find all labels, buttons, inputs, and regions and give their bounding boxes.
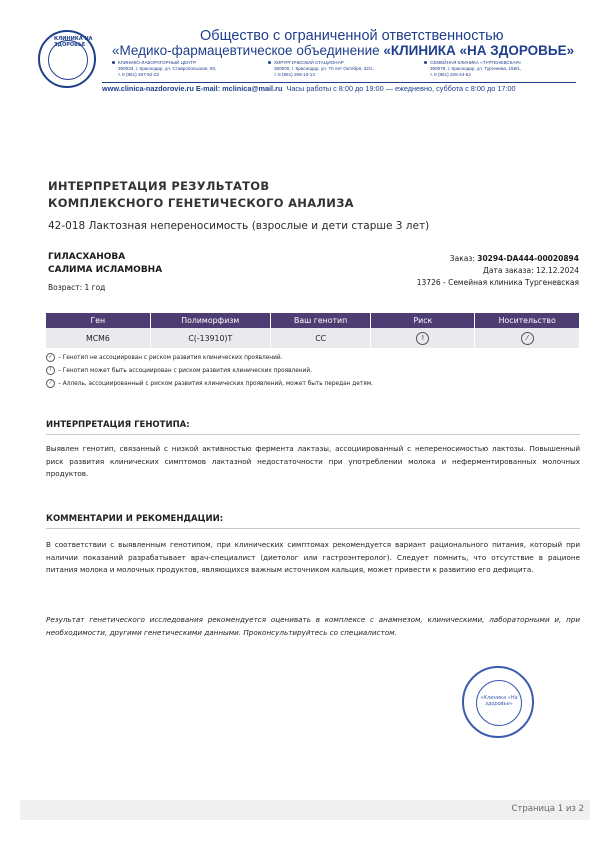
bullet-icon	[268, 61, 271, 64]
patient-name	[48, 251, 162, 277]
working-hours: Часы работы с 8:00 до 19:00 — ежедневно, суббота с 8:00 до 17:00	[286, 84, 516, 93]
header-divider	[102, 82, 576, 83]
legend-item	[46, 353, 282, 362]
contact-line	[102, 84, 516, 93]
section-divider	[46, 528, 580, 529]
slashed-circle-icon: ⁄	[521, 332, 534, 345]
genotype-interpretation-text: Выявлен генотип, связанный с низкой активностью фермента лактазы, ассоциированный с непереносимостью лактозы. Повышенный риск развития клинических симптомов лактазной недостаточности при употреблении молока и неферментированных молочных продуктов.	[46, 444, 580, 478]
org-line-1: Общество с ограниченной ответственностью	[200, 28, 504, 44]
branch-1	[112, 60, 262, 78]
email-label: E-mail:	[195, 84, 221, 93]
stamp-inner-ring	[476, 680, 522, 726]
branch-address: 350033, г. Краснодар, ул. Ставропольская, 80,	[118, 66, 217, 71]
website-link[interactable]: www.clinica-nazdorovie.ru	[102, 84, 194, 93]
column-header-carrier: Носительство	[475, 313, 580, 328]
legend-item	[46, 379, 373, 388]
bullet-icon	[424, 61, 427, 64]
branch-name: СЕМЕЙНАЯ КЛИНИКА «ТУРГЕНЕВСКАЯ»	[430, 60, 522, 65]
exclamation-circle-icon: !	[416, 332, 429, 345]
recommendations-text: В соответствии с выявленным генотипом, при клинических симптомах рекомендуется вариант рационального питания, который при наличии показаний разрабатывает врач-специалист (диетолог или гастроэнтеролог). Следует помнить, что отсутствие в рационе питания молока и молочных продуктов, являющихся важным источником кальция, может привести к развитию его дефицита.	[46, 540, 580, 574]
stamp-text: «Клиника «На здоровье»	[480, 695, 518, 707]
order-date-label: Дата заказа:	[483, 266, 534, 275]
order-number: 30294-DA444-00020894	[477, 254, 579, 263]
section-divider	[46, 434, 580, 435]
table-header-row	[46, 313, 580, 328]
order-date: 12.12.2024	[536, 266, 579, 275]
column-header-gene: Ген	[46, 313, 150, 328]
org-line-2	[112, 43, 574, 58]
email-link[interactable]: mclinica@mail.ru	[222, 84, 283, 93]
org-line-2-prefix: «Медико-фармацевтическое объединение	[112, 43, 380, 58]
branch-3	[424, 60, 574, 78]
cell-risk	[371, 328, 475, 348]
column-header-genotype: Ваш генотип	[270, 313, 370, 328]
order-number-label: Заказ:	[449, 254, 475, 263]
report-title	[48, 178, 354, 212]
legend-text: – Генотип может быть ассоциирован с риском развития клинических проявлений.	[58, 368, 312, 374]
disclaimer-text: Результат генетического исследования рекомендуется оценивать в комплексе с анамнезом, клиническими, лабораторными и, при необходимости, другими генетическими данными. Проконсультируйтесь со специалистом.	[46, 615, 580, 637]
report-title-line-2: КОМПЛЕКСНОГО ГЕНЕТИЧЕСКОГО АНАЛИЗА	[48, 196, 354, 210]
exclamation-circle-icon: !	[46, 366, 55, 375]
cell-polymorphism: C(-13910)T	[150, 328, 270, 348]
patient-surname: ГИЛАСХАНОВА	[48, 252, 126, 262]
branch-name: ХИРУРГИЧЕСКИЙ СТАЦИОНАР	[274, 60, 344, 65]
test-name: 42-018 Лактозная непереносимость (взрослые и дети старше 3 лет)	[48, 220, 430, 232]
check-circle-icon: ✓	[46, 353, 55, 362]
clinic-stamp	[462, 666, 534, 738]
clinic-logo	[38, 30, 96, 88]
section-title-genotype: ИНТЕРПРЕТАЦИЯ ГЕНОТИПА:	[46, 420, 190, 430]
branch-phone: т. 8 (861) 267-92-22	[118, 72, 159, 77]
cell-genotype: CC	[270, 328, 370, 348]
page-footer-band	[20, 800, 590, 820]
table-row	[46, 328, 580, 348]
bullet-icon	[112, 61, 115, 64]
section-title-comments: КОММЕНТАРИИ И РЕКОМЕНДАЦИИ:	[46, 514, 224, 524]
slashed-circle-icon: ⁄	[46, 379, 55, 388]
branch-2	[268, 60, 418, 78]
legend-text: – Генотип не ассоциирован с риском развития клинических проявлений.	[58, 355, 283, 361]
patient-age: Возраст: 1 год	[48, 283, 106, 292]
logo-text: КЛИНИКА НА ЗДОРОВЬЕ	[54, 36, 93, 48]
cell-gene: MCM6	[46, 328, 150, 348]
column-header-risk: Риск	[371, 313, 475, 328]
cell-carrier	[475, 328, 580, 348]
branch-name: КЛИНИКО-ЛАБОРАТОРНЫЙ ЦЕНТР	[118, 60, 197, 65]
report-title-line-1: ИНТЕРПРЕТАЦИЯ РЕЗУЛЬТАТОВ	[48, 179, 270, 193]
patient-given-names: САЛИМА ИСЛАМОВНА	[48, 265, 163, 275]
order-clinic: 13726 - Семейная клиника Тургеневская	[416, 278, 579, 287]
legend-item	[46, 366, 312, 375]
legend-text: – Аллель, ассоциированный с риском развития клинических проявлений, может быть передан детям.	[58, 381, 373, 387]
column-header-polymorphism: Полиморфизм	[150, 313, 270, 328]
branch-phone: т. 8 (861) 268-10-13	[274, 72, 315, 77]
order-info	[299, 253, 579, 289]
branch-address: 350078, г. Краснодар, ул. Тургенева, 158/1,	[430, 66, 522, 71]
genotype-table	[46, 313, 580, 348]
branch-address: 350000, г. Краснодар, ул. 70 лет Октября, 32/1,	[274, 66, 374, 71]
page-number: Страница 1 из 2	[511, 804, 584, 814]
org-brand: «КЛИНИКА «НА ЗДОРОВЬЕ»	[383, 43, 575, 58]
branch-phone: т. 8 (861) 225-44-62	[430, 72, 471, 77]
